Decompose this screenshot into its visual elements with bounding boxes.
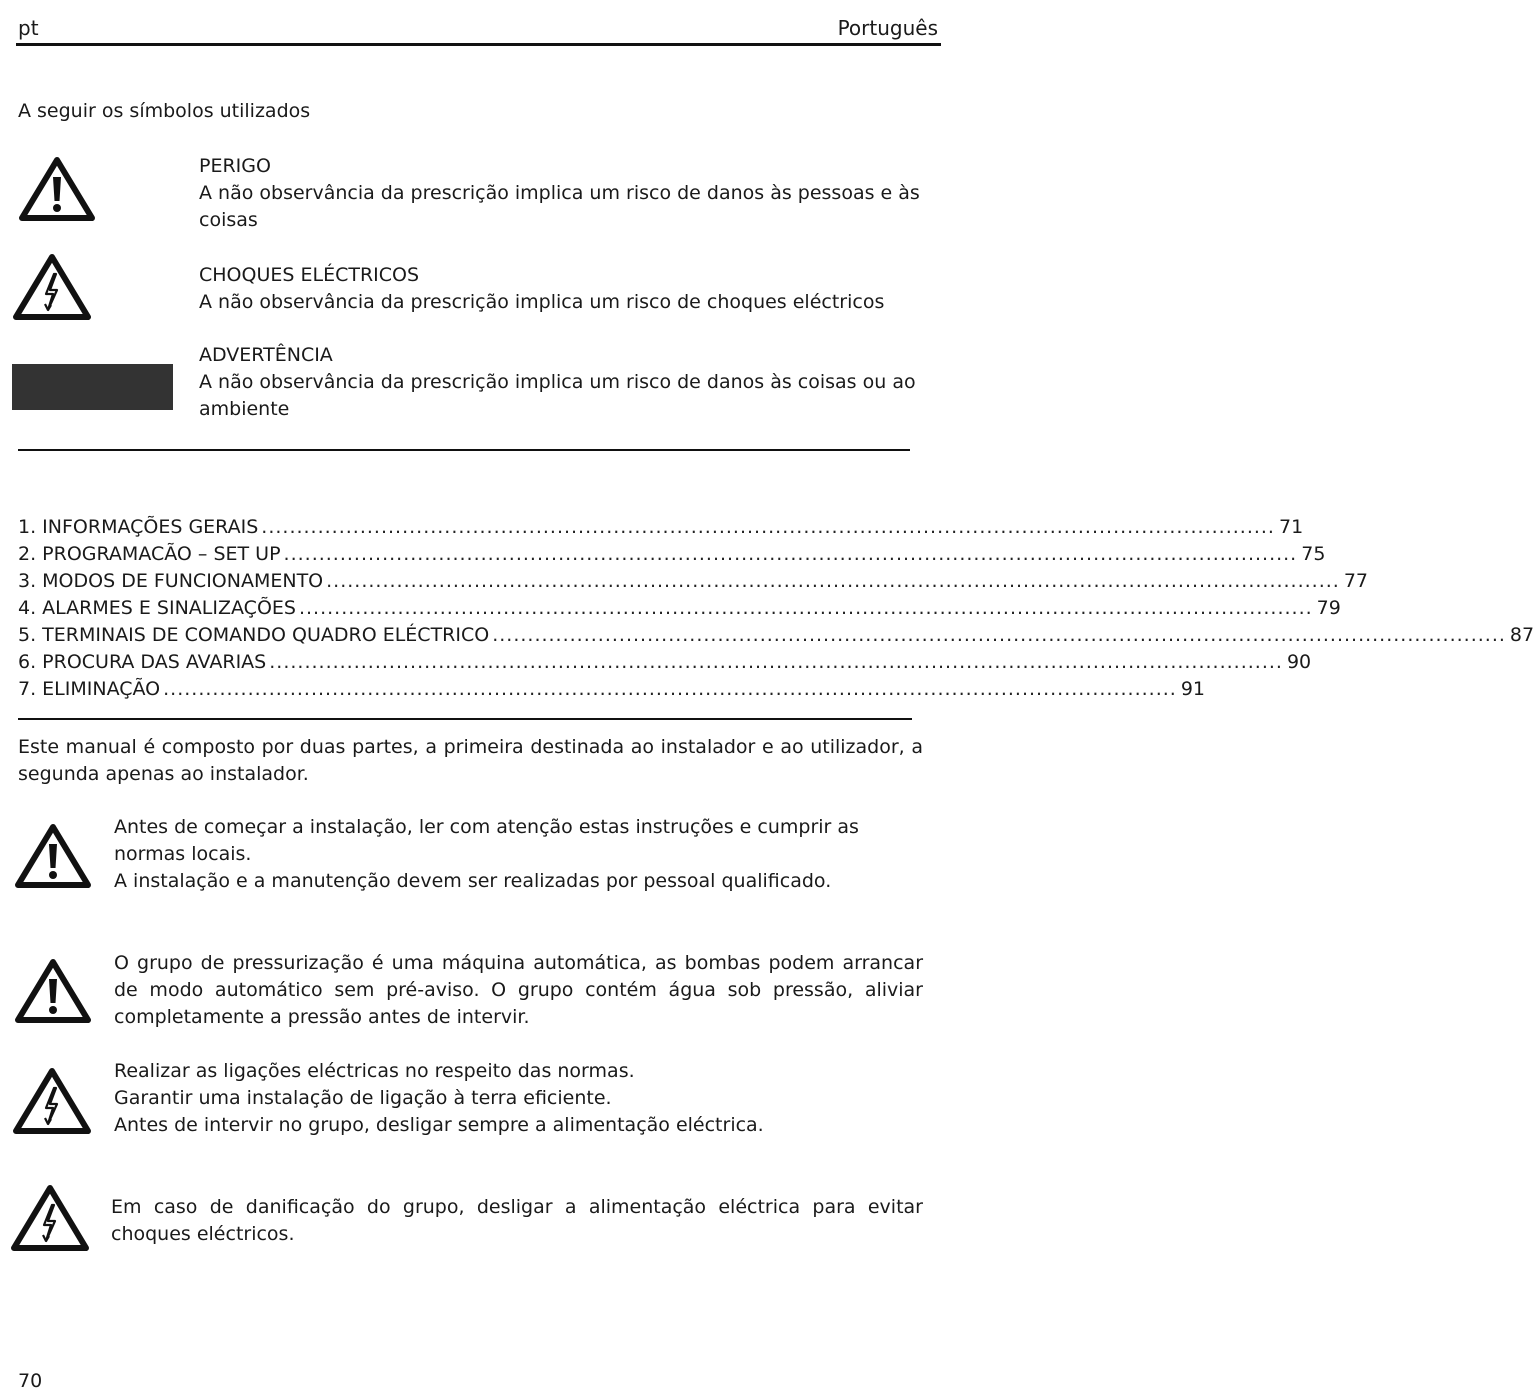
language-name: Português: [837, 16, 938, 40]
notice-electrical-line3: Antes de intervir no grupo, desligar sempre a alimentação eléctrica.: [114, 1114, 764, 1136]
toc-item-page: 75: [1301, 543, 1326, 565]
notice-installation: [114, 814, 874, 895]
electric-shock-icon: [12, 252, 92, 322]
toc-item[interactable]: [18, 678, 1206, 705]
symbols-intro: A seguir os símbolos utilizados: [18, 100, 311, 122]
warning-symbol-block: [199, 342, 929, 423]
toc-dot-leader: ................................................................................................................................................: [298, 597, 1313, 619]
toc-item-page: 79: [1316, 597, 1341, 619]
warning-title: ADVERTÊNCIA: [199, 344, 333, 366]
toc-item-label: 7. ELIMINAÇÃO: [18, 678, 161, 700]
toc-item[interactable]: [18, 543, 1326, 570]
warning-description: A não observância da prescrição implica um risco de danos às coisas ou ao ambiente: [199, 371, 916, 420]
manual-note: Este manual é composto por duas partes, a primeira destinada ao instalador e ao utilizador, a segunda apenas ao instalador.: [18, 736, 923, 785]
notice-electrical-line1: Realizar as ligações eléctricas no respeito das normas.: [114, 1060, 635, 1082]
toc-item-label: 4. ALARMES E SINALIZAÇÕES: [18, 597, 296, 619]
toc-item-label: 5. TERMINAIS DE COMANDO QUADRO ELÉCTRICO: [18, 624, 490, 646]
notice-electrical-line2: Garantir uma instalação de ligação à terra eficiente.: [114, 1087, 612, 1109]
toc-item-page: 87: [1509, 624, 1534, 646]
pressure-warning-icon: [14, 957, 92, 1025]
language-code: pt: [18, 16, 39, 40]
toc-dot-leader: ................................................................................................................................................: [261, 516, 1275, 538]
toc-item-page: 77: [1343, 570, 1369, 592]
toc-item-label: 6. PROCURA DAS AVARIAS: [18, 651, 267, 673]
toc-item[interactable]: [18, 597, 1341, 624]
damage-electric-warning-icon: [10, 1183, 90, 1253]
electrical-connection-warning-icon: [12, 1066, 92, 1136]
toc-item-label: 3. MODOS DE FUNCIONAMENTO: [18, 570, 324, 592]
symbols-rule: [18, 449, 910, 451]
danger-title: PERIGO: [199, 155, 271, 177]
notice-electrical: [114, 1058, 874, 1139]
toc-dot-leader: ................................................................................................................................................: [269, 651, 1283, 673]
toc-item-label: 2. PROGRAMACÃO – SET UP: [18, 543, 281, 565]
toc-item-page: 71: [1278, 516, 1304, 538]
toc-dot-leader: ................................................................................................................................................: [163, 678, 1177, 700]
toc-dot-leader: ................................................................................................................................................: [326, 570, 1340, 592]
notice-pressure: O grupo de pressurização é uma máquina automática, as bombas podem arrancar de modo automático sem pré-aviso. O grupo contém água sob pressão, aliviar completamente a pressão antes de intervir.: [114, 952, 923, 1028]
notice-installation-line1: Antes de começar a instalação, ler com atenção estas instruções e cumprir as normas locais.: [114, 816, 859, 865]
page-number: 70: [18, 1370, 43, 1392]
toc-item[interactable]: [18, 624, 1534, 651]
notice-installation-line2: A instalação e a manutenção devem ser realizadas por pessoal qualificado.: [114, 870, 832, 892]
toc-item-page: 91: [1180, 678, 1206, 700]
toc-rule: [18, 718, 912, 720]
table-of-contents: [18, 516, 1534, 705]
toc-item[interactable]: [18, 651, 1312, 678]
electric-description: A não observância da prescrição implica um risco de choques eléctricos: [199, 291, 885, 313]
toc-dot-leader: ................................................................................................................................................: [283, 543, 1298, 565]
toc-item[interactable]: [18, 516, 1304, 543]
toc-item[interactable]: [18, 570, 1369, 597]
danger-description: A não observância da prescrição implica um risco de danos às pessoas e às coisas: [199, 182, 920, 231]
installation-warning-icon: [14, 822, 92, 890]
warning-symbol-bar: [12, 364, 173, 410]
electric-symbol-block: [199, 262, 929, 316]
danger-symbol-block: [199, 153, 929, 234]
notice-damage: Em caso de danificação do grupo, desligar a alimentação eléctrica para evitar choques eléctricos.: [111, 1196, 923, 1245]
header-rule: [16, 43, 941, 46]
toc-item-page: 90: [1286, 651, 1312, 673]
danger-exclamation-icon: [18, 155, 96, 223]
toc-item-label: 1. INFORMAÇÕES GERAIS: [18, 516, 259, 538]
electric-title: CHOQUES ELÉCTRICOS: [199, 264, 420, 286]
toc-dot-leader: ................................................................................................................................................: [492, 624, 1506, 646]
